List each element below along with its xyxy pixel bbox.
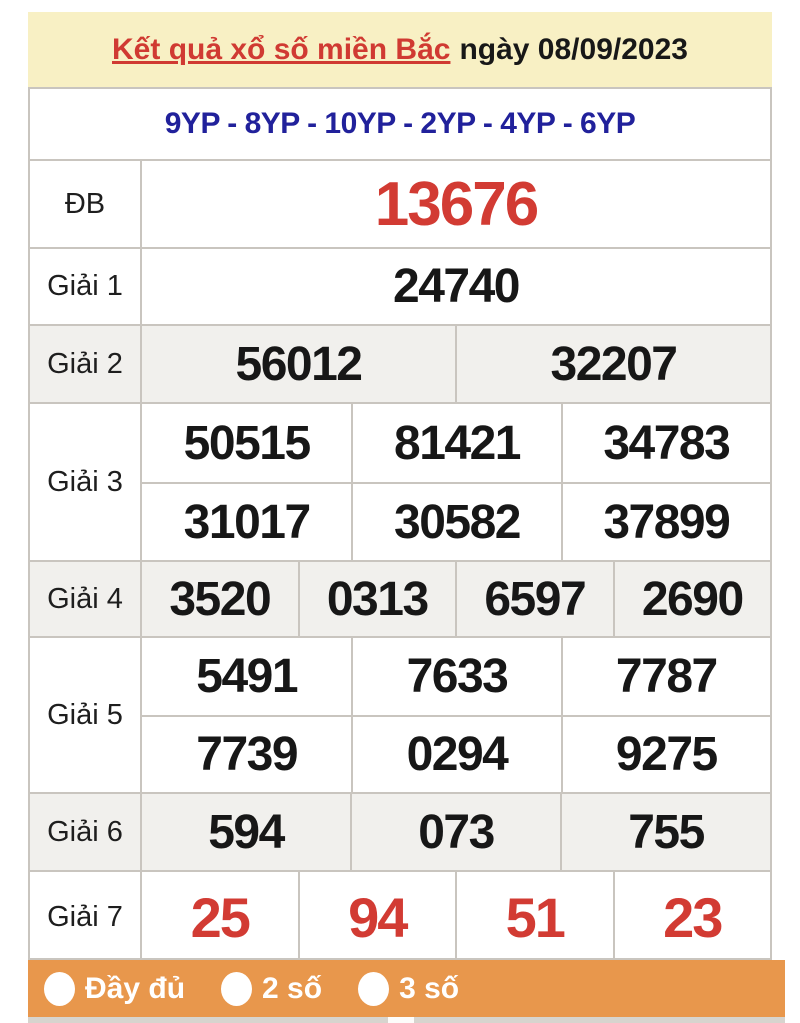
display-filter-bar <box>28 960 785 1017</box>
bottom-edge-tab <box>388 1017 414 1023</box>
prize-number: 51 <box>505 885 564 949</box>
prize-number: 34783 <box>603 416 730 470</box>
prize-number-cell <box>142 794 350 870</box>
prize-number-cell <box>455 562 613 636</box>
prize-number-cell <box>142 161 770 247</box>
radio-full-icon[interactable] <box>44 972 75 1006</box>
prize-label-5: Giải 5 <box>30 638 142 792</box>
prize-number: 24740 <box>393 260 519 313</box>
prize-number-cell <box>142 638 351 715</box>
prize-number-cell <box>351 715 560 792</box>
prize-label-6: Giải 6 <box>30 794 142 870</box>
prize-number-cell <box>613 872 771 962</box>
prize-number: 0294 <box>406 728 508 781</box>
filter-option-label[interactable]: 2 số <box>262 971 323 1005</box>
prize-number: 31017 <box>183 495 310 549</box>
prize-number-cell <box>350 794 560 870</box>
prize-number: 81421 <box>394 416 520 470</box>
prize-number: 6597 <box>484 572 586 626</box>
prize-number: 073 <box>418 805 494 859</box>
prize-number: 56012 <box>235 337 362 391</box>
prize-number-cell <box>142 404 351 482</box>
prize-label-3: Giải 3 <box>30 404 142 560</box>
prize-number-cell <box>142 872 298 962</box>
bottom-edge-strip <box>28 1017 785 1023</box>
prize-label-7: Giải 7 <box>30 872 142 962</box>
results-title-link[interactable]: Kết quả xổ số miền Bắc <box>112 32 451 66</box>
prize-label-2: Giải 2 <box>30 326 142 402</box>
prize-row-6 <box>30 792 770 870</box>
filter-option-label[interactable]: Đầy đủ <box>85 971 186 1005</box>
prize-number: 94 <box>348 885 407 949</box>
codes-row <box>30 89 770 159</box>
prize-number: 30582 <box>394 495 520 549</box>
prize-number-cell <box>561 482 770 560</box>
prize-number-cell <box>142 562 298 636</box>
prize-number-cell <box>351 482 560 560</box>
prize-number: 0313 <box>326 572 428 626</box>
prize-number: 25 <box>190 885 249 949</box>
prize-number: 23 <box>663 885 722 949</box>
prize-number-cell <box>613 562 771 636</box>
radio-2-digits-icon[interactable] <box>221 972 252 1006</box>
filter-option-label[interactable]: 3 số <box>399 971 460 1005</box>
prize-label-special: ĐB <box>30 161 142 247</box>
codes-text: 9YP - 8YP - 10YP - 2YP - 4YP - 6YP <box>164 107 636 140</box>
radio-3-digits-icon[interactable] <box>358 972 389 1006</box>
results-date: ngày 08/09/2023 <box>459 32 688 66</box>
prize-number-cell <box>455 326 770 402</box>
prize-row-3 <box>30 402 770 560</box>
prize-number-cell <box>142 715 351 792</box>
prize-number-cell <box>142 326 455 402</box>
prize-number-cell <box>455 872 613 962</box>
prize-number: 5491 <box>196 650 298 703</box>
prize-number-cell <box>560 794 770 870</box>
filter-option-full[interactable] <box>44 972 185 1006</box>
filter-option-3-digits[interactable] <box>358 972 459 1006</box>
prize-number-cell <box>561 404 770 482</box>
prize-number: 32207 <box>550 337 677 391</box>
filter-option-2-digits[interactable] <box>221 972 322 1006</box>
prize-number-cell <box>351 638 560 715</box>
prize-number: 2690 <box>641 572 743 626</box>
prize-number: 7633 <box>406 650 508 703</box>
prize-number: 50515 <box>183 416 310 470</box>
prize-number: 594 <box>208 805 284 859</box>
prize-number-cell <box>561 638 770 715</box>
prize-number-cell <box>561 715 770 792</box>
prize-number: 755 <box>628 805 704 859</box>
prize-number-cell <box>351 404 560 482</box>
prize-row-1 <box>30 247 770 324</box>
prize-number-cell <box>142 482 351 560</box>
prize-number: 3520 <box>169 572 271 626</box>
prize-row-4 <box>30 560 770 636</box>
prize-number: 9275 <box>615 728 717 781</box>
prize-number-cell <box>298 562 456 636</box>
prize-number: 7739 <box>196 728 298 781</box>
lottery-results-table <box>28 87 772 960</box>
prize-number-cell <box>142 249 770 324</box>
prize-number: 37899 <box>603 495 730 549</box>
prize-row-7 <box>30 870 770 962</box>
prize-row-2 <box>30 324 770 402</box>
prize-number: 7787 <box>615 650 717 703</box>
prize-row-5 <box>30 636 770 792</box>
results-header <box>28 12 772 87</box>
prize-label-1: Giải 1 <box>30 249 142 324</box>
special-prize-number: 13676 <box>374 169 538 239</box>
prize-row-special <box>30 159 770 247</box>
prize-number-cell <box>298 872 456 962</box>
prize-label-4: Giải 4 <box>30 562 142 636</box>
